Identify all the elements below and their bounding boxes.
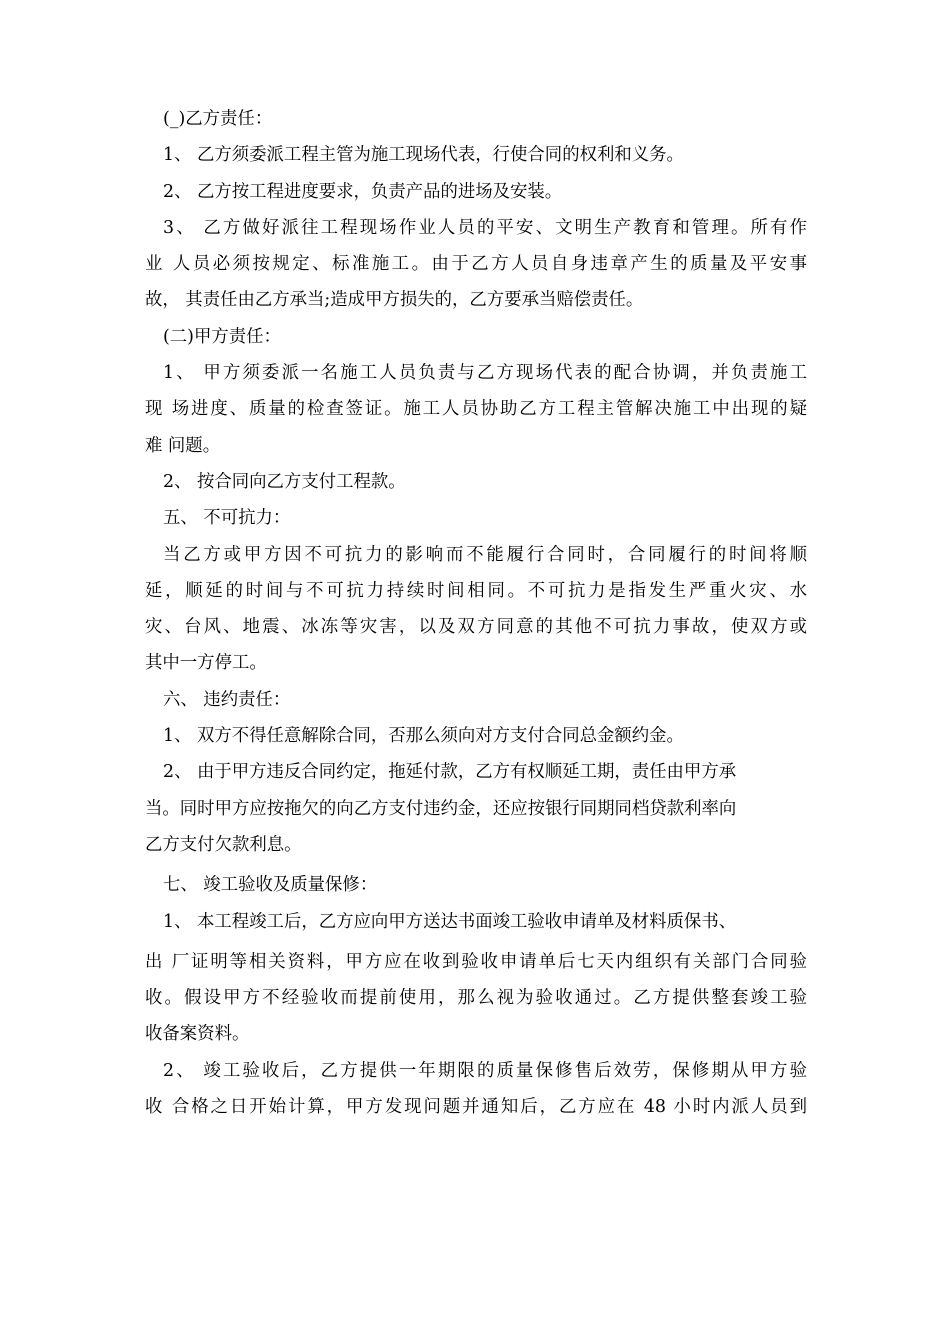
section-heading-acceptance: 七、 竣工验收及质量保修： — [163, 875, 378, 896]
paragraph-line: 1、 双方不得任意解除合同，否那么须向对方支付合同总金额约金。 — [163, 726, 684, 747]
document-body — [145, 101, 807, 1125]
paragraph-line: 3、 乙方做好派往工程现场作业人员的平安、文明生产教育和管理。所有作 — [163, 217, 807, 238]
paragraph-line: 乙方支付欠款利息。 — [145, 834, 302, 855]
section-heading-party-a: (二)甲方责任： — [163, 326, 281, 347]
paragraph-line: 收 合格之日开始计算，甲方发现问题并通知后，乙方应在 48 小时内派人员到 — [145, 1097, 807, 1118]
paragraph-line: 1、 甲方须委派一名施工人员负责与乙方现场代表的配合协调，并负责施工 — [163, 363, 807, 384]
paragraph-line: 故， 其责任由乙方承当;造成甲方损失的，乙方要承当赔偿责任。 — [145, 290, 644, 311]
paragraph-line: 1、 本工程竣工后，乙方应向甲方送达书面竣工验收申请单及材料质保书、 — [163, 911, 737, 932]
paragraph-line: 当。同时甲方应按拖欠的向乙方支付违约金，还应按银行同期同档贷款利率向 — [145, 798, 737, 819]
paragraph-line: 2、 由于甲方违反合同约定，拖延付款，乙方有权顺延工期，责任由甲方承 — [163, 762, 737, 783]
paragraph-line: 当乙方或甲方因不可抗力的影响而不能履行合同时，合同履行的时间将顺 — [163, 544, 807, 565]
section-heading-force-majeure: 五、 不可抗力： — [163, 508, 291, 529]
paragraph-line: 收。假设甲方不经验收而提前使用，那么视为验收通过。乙方提供整套竣工验 — [145, 988, 807, 1009]
paragraph-line: 收备案资料。 — [145, 1024, 250, 1045]
paragraph-line: 业 人员必须按规定、标准施工。由于乙方人员自身违章产生的质量及平安事 — [145, 254, 807, 275]
section-heading-party-b: (_)乙方责任： — [163, 109, 273, 129]
paragraph-line: 2、 竣工验收后，乙方提供一年期限的质量保修售后效劳，保修期从甲方验 — [163, 1060, 807, 1081]
paragraph-line: 难 问题。 — [145, 435, 221, 456]
paragraph-line: 灾、台风、地震、冰冻等灾害，以及双方同意的其他不可抗力事故，使双方或 — [145, 617, 807, 638]
paragraph-line: 其中一方停工。 — [145, 653, 267, 674]
paragraph-line: 出 厂证明等相关资料，甲方应在收到验收申请单后七天内组织有关部门合同验 — [145, 951, 807, 972]
paragraph-line: 1、 乙方须委派工程主管为施工现场代表，行使合同的权利和义务。 — [163, 145, 684, 166]
paragraph-line: 2、 乙方按工程进度要求，负责产品的进场及安装。 — [163, 181, 563, 202]
section-heading-breach: 六、 违约责任： — [163, 689, 291, 710]
paragraph-line: 延，顺延的时间与不可抗力持续时间相同。不可抗力是指发生严重火灾、水 — [145, 580, 807, 601]
paragraph-line: 现 场进度、质量的检查签证。施工人员协助乙方工程主管解决施工中出现的疑 — [145, 399, 807, 420]
paragraph-line: 2、 按合同向乙方支付工程款。 — [163, 471, 406, 492]
